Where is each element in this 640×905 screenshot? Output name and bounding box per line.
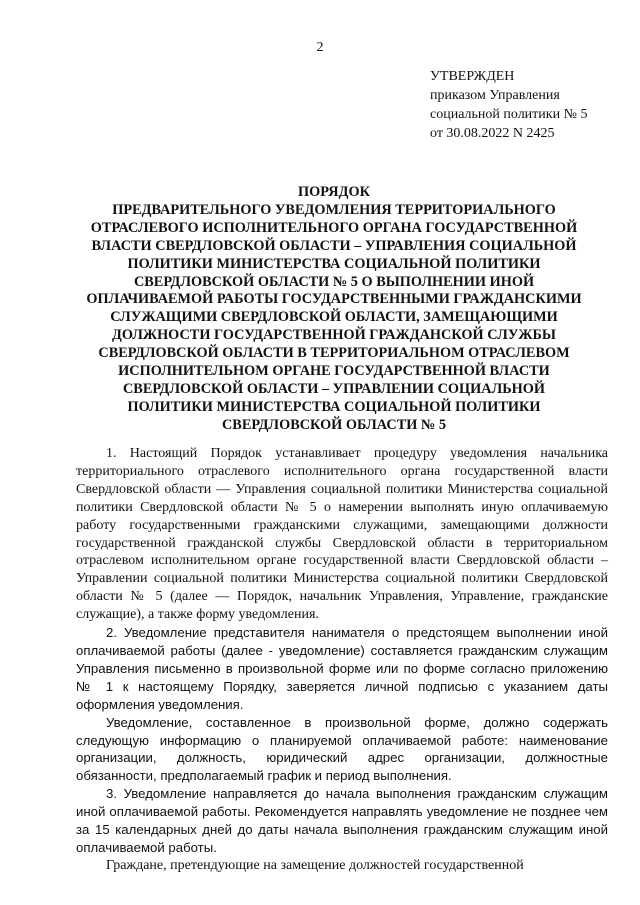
title-line: ОТРАСЛЕВОГО ИСПОЛНИТЕЛЬНОГО ОРГАНА ГОСУДАРСТВЕННОЙ — [90, 219, 578, 236]
title-line: СВЕРДЛОВСКОЙ ОБЛАСТИ № 5 — [221, 416, 447, 433]
title-line: ПОРЯДОК — [298, 184, 370, 200]
title-line: ПОЛИТИКИ МИНИСТЕРСТВА СОЦИАЛЬНОЙ ПОЛИТИКИ — [127, 398, 541, 415]
title-line: СЛУЖАЩИМИ СВЕРДЛОВСКОЙ ОБЛАСТИ, ЗАМЕЩАЮЩИМИ — [110, 309, 558, 326]
title-line: ДОЛЖНОСТИ ГОСУДАРСТВЕННОЙ ГРАЖДАНСКОЙ СЛУЖБЫ — [112, 327, 556, 344]
document-body — [76, 445, 608, 875]
paragraph-3: 3. Уведомление направляется до начала выполнения гражданским служащим иной оплачиваемой работы. Рекомендуется направлять уведомление не позднее чем за 15 календарных дней до даты начала выполнения гражданским служащим иной оплачиваемой работы. — [76, 786, 608, 855]
title-line: СВЕРДЛОВСКОЙ ОБЛАСТИ – УПРАВЛЕНИИ СОЦИАЛЬНОЙ — [122, 380, 546, 397]
title-line: ВЛАСТИ СВЕРДЛОВСКОЙ ОБЛАСТИ – УПРАВЛЕНИЯ СОЦИАЛЬНОЙ — [91, 237, 577, 254]
paragraph-2: 2. Уведомление представителя нанимателя о предстоящем выполнении иной оплачиваемой работы (далее - уведомление) составляется гражданским служащим Управления письменно в произвольной форме или по форме согласно приложению № 1 к настоящему Порядку, заверяется личной подписью с указанием даты оформления уведомления. — [76, 625, 608, 712]
approval-stamp — [430, 67, 630, 143]
document-title — [60, 184, 608, 435]
title-line: СВЕРДЛОВСКОЙ ОБЛАСТИ В ТЕРРИТОРИАЛЬНОМ ОТРАСЛЕВОМ — [98, 345, 570, 362]
page-number: 2 — [316, 40, 324, 55]
title-line: ПОЛИТИКИ МИНИСТЕРСТВА СОЦИАЛЬНОЙ ПОЛИТИКИ — [127, 255, 541, 272]
title-line: ОПЛАЧИВАЕМОЙ РАБОТЫ ГОСУДАРСТВЕННЫМИ ГРАЖДАНСКИМИ — [86, 291, 582, 308]
approval-line: УТВЕРЖДЕН — [430, 69, 515, 84]
approval-line: приказом Управления — [430, 88, 560, 103]
approval-line: от 30.08.2022 N 2425 — [430, 126, 555, 141]
paragraph-2-continued: Уведомление, составленное в произвольной форме, должно содержать следующую информацию о планируемой оплачиваемой работе: наименование организации, должность, юридический адрес организации, должностные обязанности, предполагаемый график и период выполнения. — [76, 714, 608, 784]
title-line: ИСПОЛНИТЕЛЬНОМ ОРГАНЕ ГОСУДАРСТВЕННОЙ ВЛАСТИ — [118, 363, 550, 380]
approval-line: социальной политики № 5 — [430, 107, 588, 122]
paragraph-1: 1. Настоящий Порядок устанавливает процедуру уведомления начальника территориального отраслевого исполнительного органа государственной власти Свердловской области — Управления социальной политики Министерства социальной политики Свердловской области № 5 о намерении выполнять иную оплачиваемую работу государственными гражданскими служащими, замещающими должности государственной гражданской службы Свердловской области в территориальном отраслевом исполнительном органе государственной власти Свердловской области – Управлении социальной политики Министерства социальной политики Свердловской области № 5 (далее — Порядок, начальник Управления, Управление, гражданские служащие), а также форму уведомления. — [76, 446, 608, 623]
title-line: ПРЕДВАРИТЕЛЬНОГО УВЕДОМЛЕНИЯ ТЕРРИТОРИАЛЬНОГО — [112, 201, 556, 218]
title-line: СВЕРДЛОВСКОЙ ОБЛАСТИ № 5 О ВЫПОЛНЕНИИ ИНОЙ — [133, 273, 535, 290]
paragraph-4: Граждане, претендующие на замещение должностей государственной — [106, 857, 524, 873]
